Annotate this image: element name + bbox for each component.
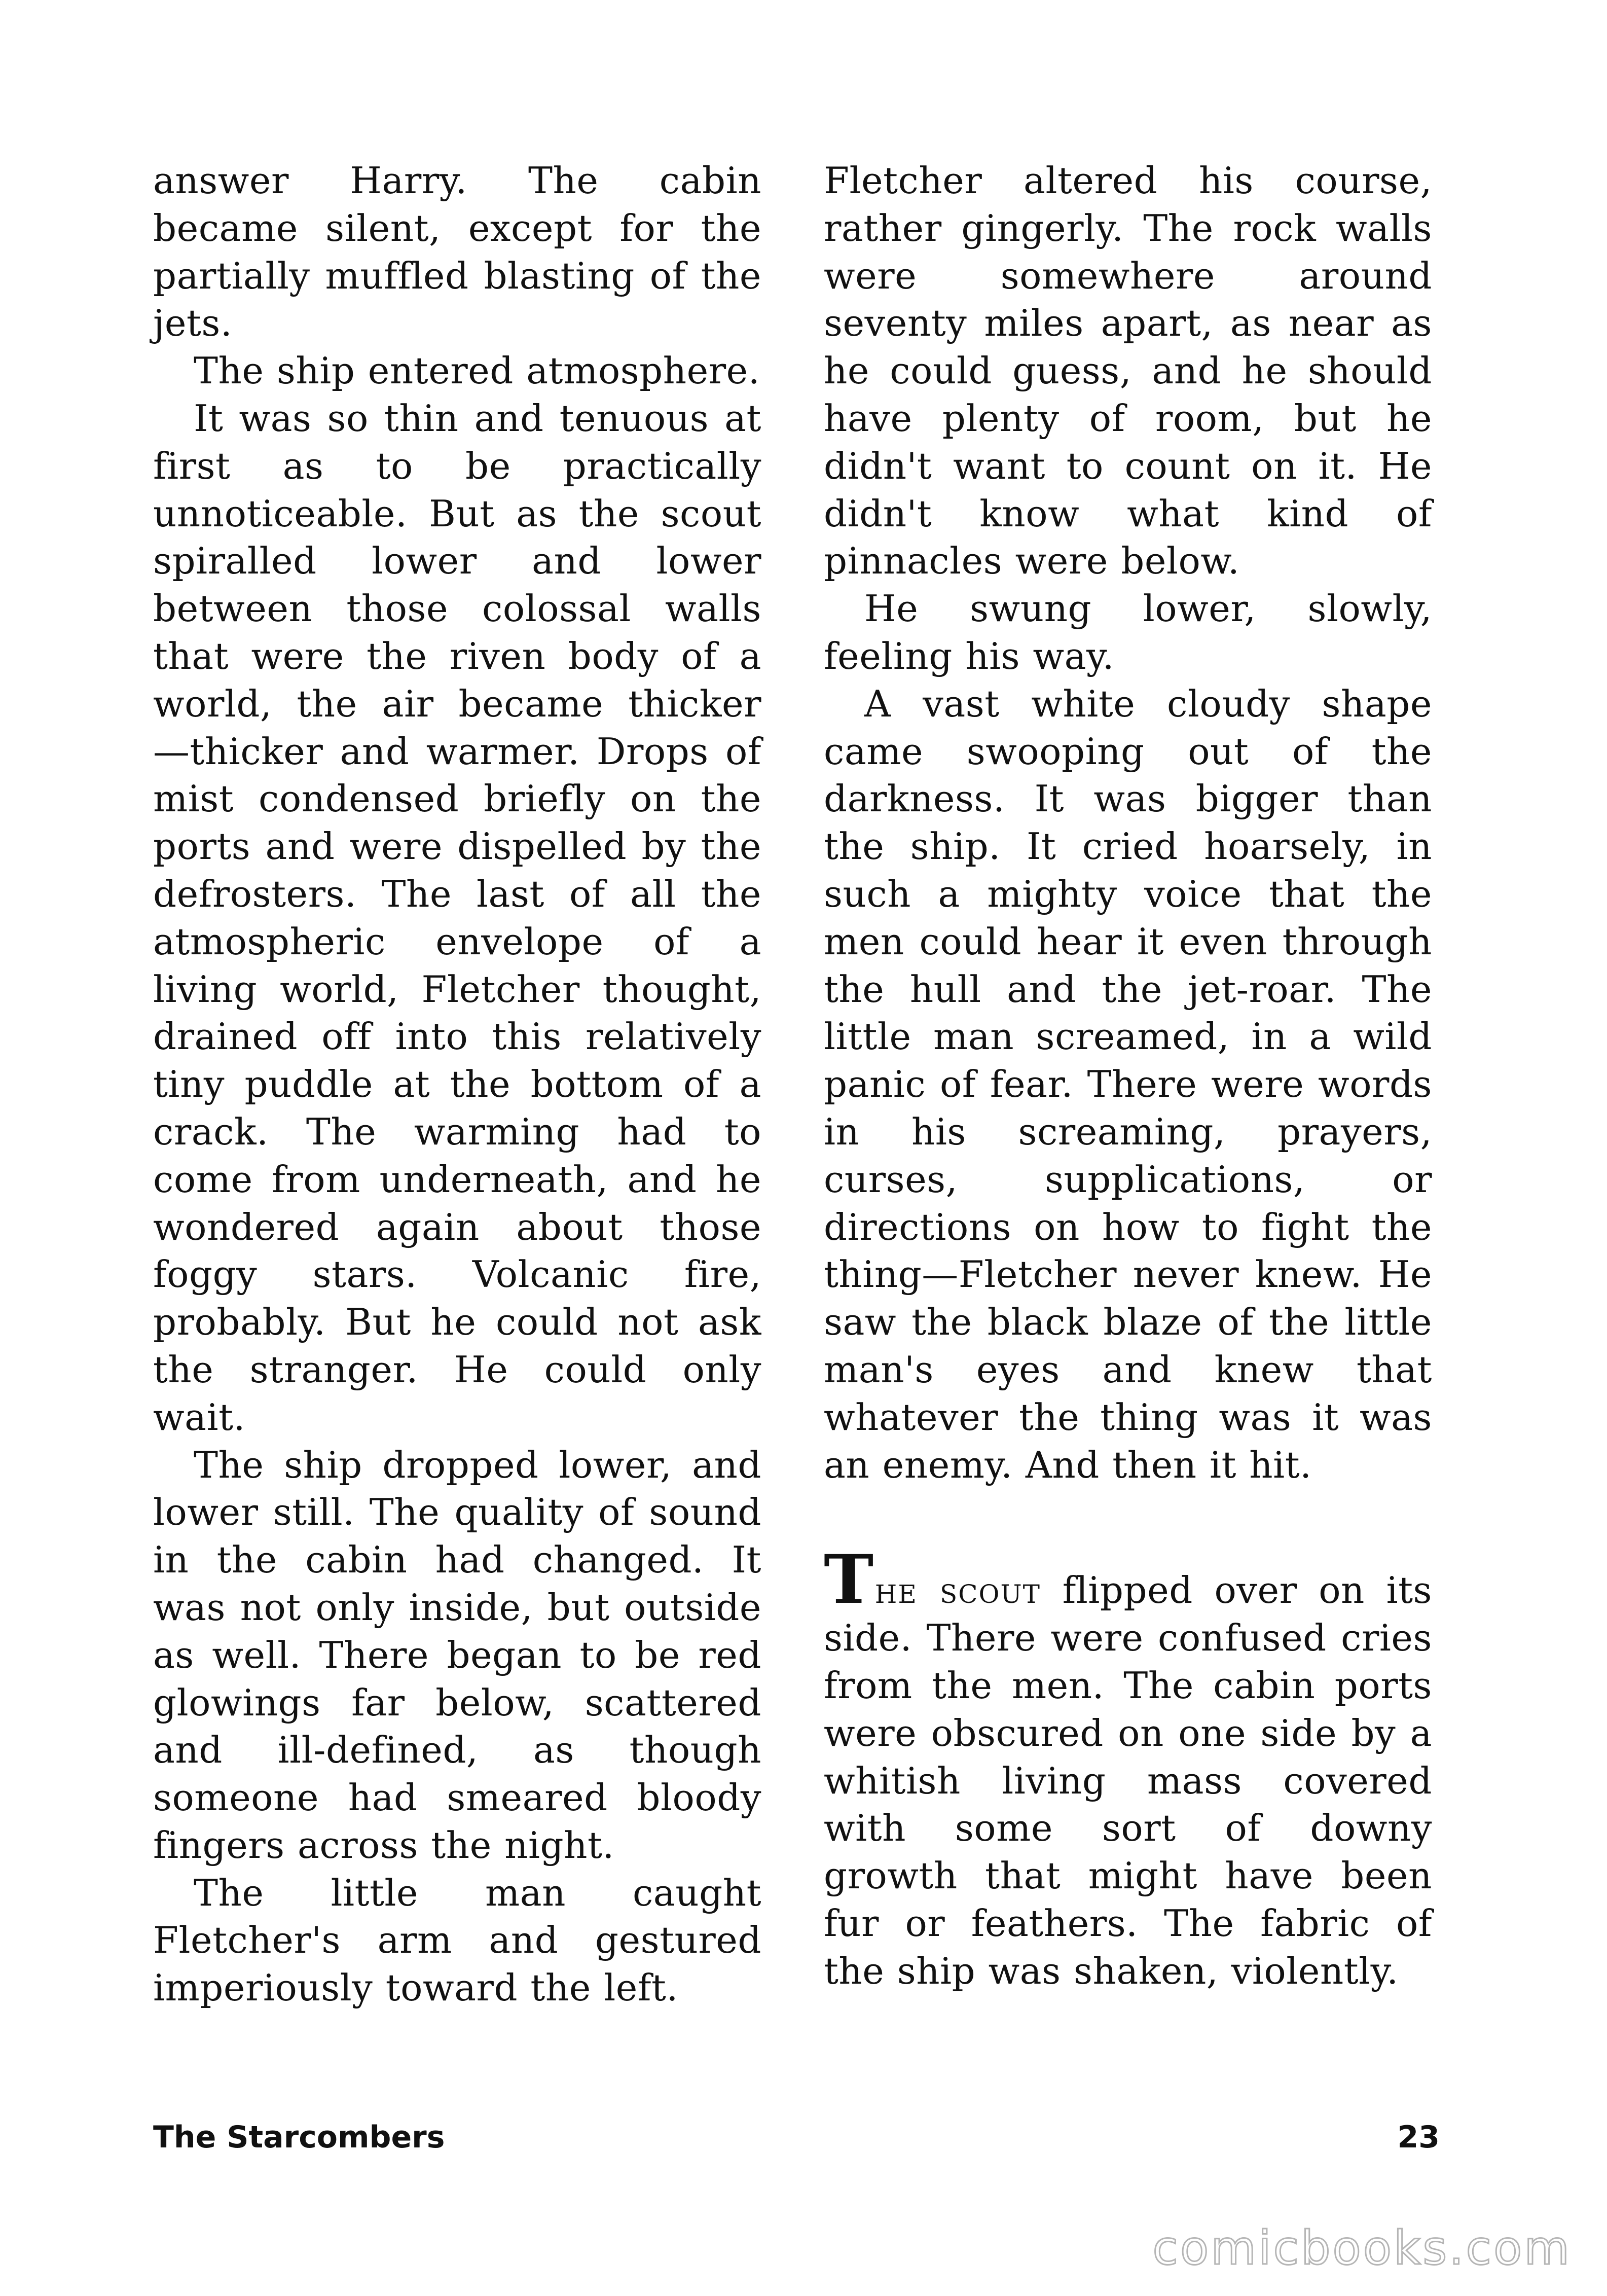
paragraph: It was so thin and tenuous at first as to be practically unnoticeable. But as the scout spiralled lower and lower between those colossal walls that were the riven body of a world, the air became thicker —thicker and warmer. Drops of mist condensed briefly on the ports and were dispelled by the defrosters. The last of all the atmospheric envelope of a living world, Fletcher thought, drained off into this relatively tiny puddle at the bottom of a crack. The warming had to come from underneath, and he wondered again about those foggy stars. Volcanic fire, probably. But he could not ask the stranger. He could only wait.	[153, 397, 761, 1439]
small-caps-lead: he scout	[874, 1569, 1041, 1612]
paragraph: A vast white cloudy shape came swooping out of the darkness. It was bigger than the ship. It cried hoarsely, in such a mighty voice that the men could hear it even through the hull and the jet-roar. The little man screamed, in a wild panic of fear. There were words in his screaming, prayers, curses, supplications, or directions on how to fight the thing—Fletcher never knew. He saw the black blaze of the little man's eyes and knew that whatever the thing was it was an enemy. And then it hit.	[824, 682, 1432, 1486]
drop-cap: T	[824, 1540, 874, 1620]
watermark: comicbooks.com	[1152, 2221, 1572, 2275]
paragraph: The little man caught Fletcher's arm and gestured imperiously toward the left.	[153, 1871, 761, 2010]
paragraph: answer Harry. The cabin became silent, except for the partially muffled blasting of the jets.	[153, 159, 761, 345]
paragraph: The ship entered atmosphere.	[194, 349, 760, 392]
left-column	[153, 157, 761, 2012]
paragraph: He swung lower, slowly, feeling his way.	[824, 587, 1432, 677]
paragraph-text: flipped over on its side. There were confused cries from the men. The cabin ports were obscured on one side by a whitish living mass covered with some sort of downy growth that might have been fur or feathers. The fabric of the ship was shaken, violently.	[824, 1569, 1432, 1992]
page-number: 23	[1397, 2120, 1440, 2155]
paragraph: Fletcher altered his course, rather gingerly. The rock walls were somewhere around seventy miles apart, as near as he could guess, and he should have plenty of room, but he didn't want to count on it. He didn't know what kind of pinnacles were below.	[824, 159, 1432, 583]
right-column	[824, 157, 1432, 1995]
paragraph: The ship dropped lower, and lower still. The quality of sound in the cabin had changed. It was not only inside, but outside as well. There began to be red glowings far below, scattered and ill-defined, as though someone had smeared bloody fingers across the night.	[153, 1443, 761, 1867]
section-opening-paragraph	[824, 1540, 1432, 1995]
running-footer-title: The Starcombers	[153, 2120, 445, 2155]
